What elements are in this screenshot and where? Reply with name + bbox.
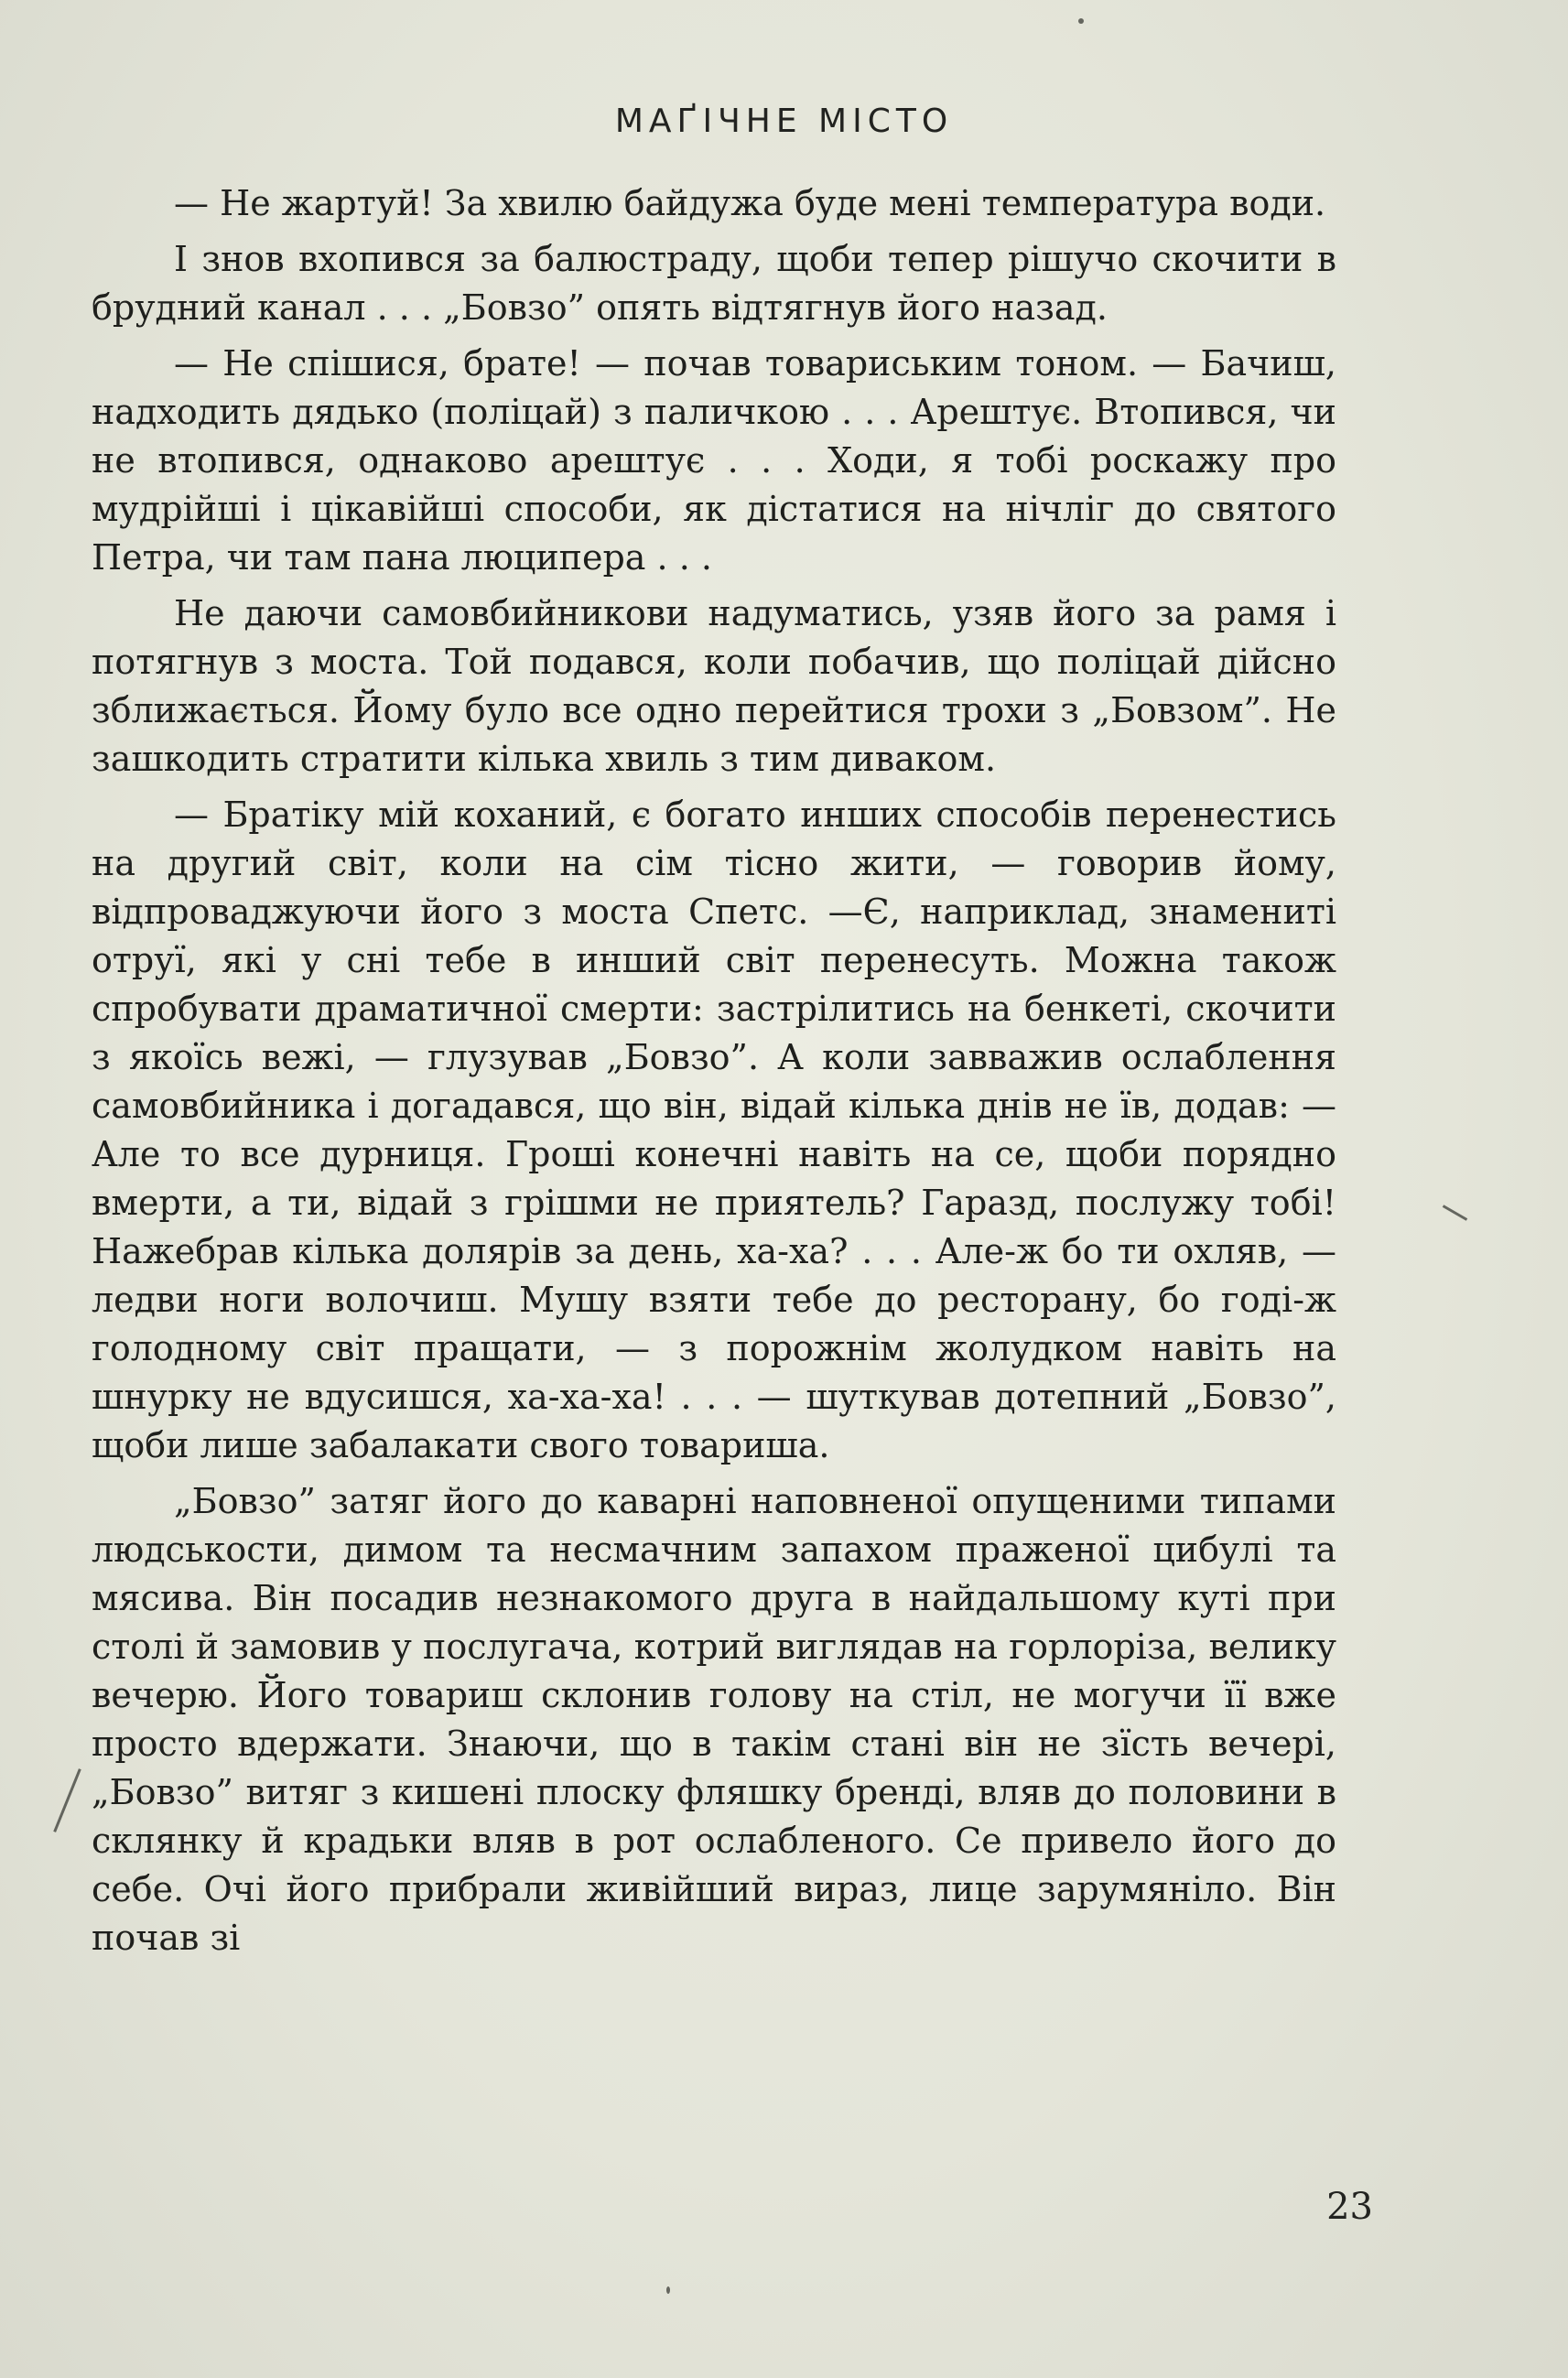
body-text (92, 179, 1336, 1970)
paragraph-2: І знов вхопився за балюстраду, щоби тепер рішучо скочити в брудний канал . . . „Бовзо” опять відтягнув його назад. (92, 239, 1336, 328)
paper-speck-bottom (666, 2286, 670, 2294)
paragraph-1: — Не жартуй! За хвилю байдужа буде мені температура води. (174, 183, 1326, 223)
paragraph-3: — Не спішися, брате! — почав товариським тоном. — Бачиш, надходить дядько (поліцай) з паличкою . . . Арештує. Втопився, чи не втопився, однаково арештує . . . Ходи, я тобі роскажу про мудрійші і цікавійші способи, як дістатися на нічліг до святого Петра, чи там пана люципера . . . (92, 343, 1336, 578)
paragraph-4: Не даючи самовбийникови надуматись, узяв його за рамя і потягнув з моста. Той подався, коли побачив, що поліцай дійсно зближається. Йому було все одно перейтися трохи з „Бовзом”. Не зашкодить стратити кілька хвиль з тим диваком. (92, 593, 1336, 779)
paragraph-5: — Братіку мій коханий, є богато инших способів перенестись на другий світ, коли на сім тісно жити, — говорив йому, відпроваджуючи його з моста Спетс. —Є, наприклад, знамениті отруї, які у сні тебе в инший світ перенесуть. Можна також спробувати драматичної смерти: застрілитись на бенкеті, скочити з якоїсь вежі, — глузував „Бовзо”. А коли завважив ослаблення самовбийника і догадався, що він, відай кілька днів не їв, додав: — Але то все дурниця. Гроші конечні навіть на се, щоби порядно вмерти, а ти, відай з грішми не приятель? Гаразд, послужу тобі! Нажебрав кілька долярів за день, ха-ха? . . . Але-ж бо ти охляв, — ледви ноги волочиш. Мушу взяти тебе до ресторану, бо годі-ж голодному світ пращати, — з порожнім жолудком навіть на шнурку не вдусишся, ха-ха-ха! . . . — шуткував дотепний „Бовзо”, щоби лише забалакати свого товариша. (92, 794, 1336, 1465)
pencil-mark-right (1443, 1205, 1467, 1221)
running-head: МАҐІЧНЕ МІСТО (614, 103, 954, 140)
page-number: 23 (1326, 2186, 1373, 2228)
paper-speck-top (1078, 18, 1084, 24)
pencil-mark-left (53, 1768, 81, 1832)
paragraph-6: „Бовзо” затяг його до каварні наповненої опущеними типами людськости, димом та несмачним запахом праженої цибулі та мясива. Він посадив незнакомого друга в найдальшому куті при столі й замовив у послугача, котрий виглядав на горлоріза, велику вечерю. Його товариш склонив голову на стіл, не могучи її вже просто вдержати. Знаючи, що в такім стані він не зїсть вечері, „Бовзо” витяг з кишені плоску фляшку бренді, вляв до половини в склянку й крадьки вляв в рот ослабленого. Се привело його до себе. Очі його прибрали живійший вираз, лице зарумяніло. Він почав зі (92, 1481, 1336, 1958)
